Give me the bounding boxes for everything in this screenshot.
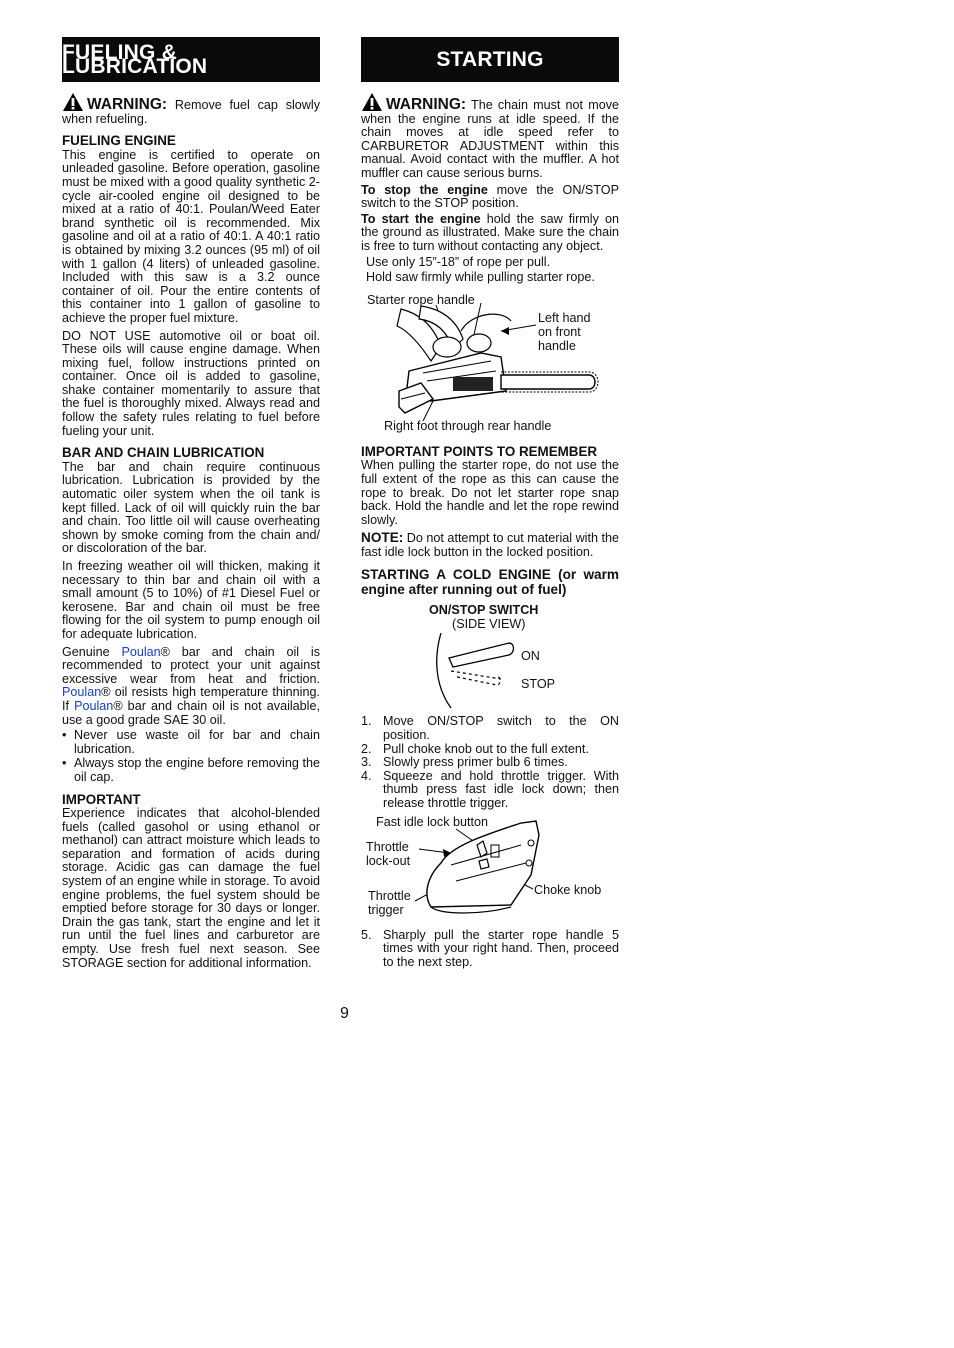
- text-span: move the ON/STOP switch to the STOP position.: [361, 182, 619, 211]
- list-item: [361, 743, 619, 757]
- list-item: [361, 770, 619, 811]
- figure-throttle-controls: [361, 815, 619, 927]
- list-item: • Always stop the engine before removing the oil cap.: [62, 757, 320, 784]
- list-item: [361, 715, 619, 742]
- text-span: ® oil resists high temperature thinning. If: [62, 685, 320, 713]
- warning-triangle-icon: [62, 92, 84, 112]
- warning-chain: [361, 92, 619, 181]
- start-steps-list: [361, 715, 619, 810]
- paragraph: Experience indicates that alcohol-blended fuels (called gasohol or using ethanol or methanol) can attract moisture which leads to separation and formation of acids during storage. Acidic gas can damage the fuel system of an engine while in storage. To avoid engine problems, the fuel system should be emptied before storage for 30 days or longer. Drain the gas tank, start the engine and let it run until the fuel lines and carburetor are empty. Use fresh fuel next season. See STORAGE section for additional information.: [62, 806, 320, 970]
- warning-label: WARNING:: [386, 96, 467, 113]
- heading-starting-cold-engine: STARTING A COLD ENGINE (or warm engine after running out of fuel): [361, 567, 619, 598]
- section-banner-fueling: FUELING & LUBRICATION: [62, 37, 320, 82]
- text-span: Genuine: [62, 644, 122, 659]
- step-number: 1.: [361, 714, 372, 729]
- step-text: Pull choke knob out to the full extent.: [383, 741, 589, 756]
- label-stop: STOP: [521, 677, 556, 692]
- warning-label: WARNING:: [87, 96, 168, 113]
- rope-note: Hold saw firmly while pulling starter rope.: [366, 270, 595, 285]
- section-banner-starting: STARTING: [361, 37, 619, 82]
- heading-bar-chain-lubrication: BAR AND CHAIN LUBRICATION: [62, 445, 265, 461]
- step-number: 3.: [361, 755, 372, 770]
- step-number: 5.: [361, 927, 372, 942]
- rope-note: Use only 15”-18” of rope per pull.: [366, 254, 551, 269]
- label-starter-rope-handle: Starter rope handle: [367, 292, 475, 307]
- lead-text: To stop the engine: [361, 182, 488, 197]
- text-span: ® bar and chain oil is recommended to protect your unit against excessive wear from heat and friction.: [62, 644, 320, 686]
- paragraph: In freezing weather oil will thicken, making it necessary to thin bar and chain oil with a small amount (5 to 10%) of #1 Diesel Fuel or kerosene. Bar and chain oil must be free flowing for the oil system to pump enough oil for adequate lubrication.: [62, 559, 320, 641]
- page-number: 9: [340, 1005, 349, 1022]
- label-left-hand: Left hand on front handle: [538, 310, 591, 353]
- heading-important-points: IMPORTANT POINTS TO REMEMBER: [361, 443, 598, 459]
- left-column: [62, 37, 320, 972]
- paragraph: This engine is certified to operate on unleaded gasoline. Before operation, gasoline must be mixed with a good quality synthetic 2-cycle air-cooled engine oil designed to be mixed at a ratio of 40:1. Poulan/Weed Eater brand synthetic oil is recommended. Mix gasoline and oil at a ratio of 40:1. A 40:1 ratio is obtained by mixing 3.2 ounces (95 ml) of oil with 1 gallon (4 liters) of unleaded gasoline. Included with this saw is a 3.2 ounce container of oil. Pour the entire contents of this container into 1 gallon of gasoline to achieve the proper fuel mixture.: [62, 147, 320, 325]
- list-item: [361, 756, 619, 770]
- label-throttle-trigger: Throttle trigger: [368, 888, 411, 917]
- warning-refuel: [62, 92, 320, 126]
- step-text: Squeeze and hold throttle trigger. With thumb press fast idle lock down; then release throttle trigger.: [383, 768, 619, 811]
- note-label: NOTE:: [361, 530, 404, 546]
- paragraph: The bar and chain require continuous lubrication. Lubrication is provided by the automatic oiler system when the oil tank is kept filled. Lack of oil will quickly ruin the bar and chain. Too little oil will cause overheating shown by smoke coming from the chain and/ or discoloration of the bar.: [62, 459, 320, 556]
- paragraph-start-engine: [361, 213, 619, 254]
- warning-triangle-icon: [361, 92, 383, 112]
- figure-starting-position: [361, 291, 619, 443]
- brand-link-poulan: Poulan: [62, 685, 102, 700]
- label-side-view: (SIDE VIEW): [452, 617, 526, 632]
- paragraph-stop-engine: [361, 184, 619, 211]
- figure-on-stop-switch: [361, 603, 619, 711]
- step-number: 4.: [361, 768, 372, 783]
- label-fast-idle-lock-button: Fast idle lock button: [376, 814, 489, 829]
- label-throttle-lockout: Throttle lock-out: [366, 839, 411, 868]
- paragraph-poulan-oil: [62, 646, 320, 728]
- step-text: Move ON/STOP switch to the ON position.: [383, 714, 619, 743]
- throttle-illustration: [361, 815, 619, 927]
- label-on: ON: [521, 649, 540, 664]
- paragraph: DO NOT USE automotive oil or boat oil. These oils will cause engine damage. When mixing fuel, follow instructions printed on container. Once oil is added to gasoline, shake container momentarily to assure that the fuel is thoroughly mixed. Always read and follow the safety rules relating to fuel before fueling your unit.: [62, 328, 320, 438]
- list-item: [361, 929, 619, 970]
- label-right-foot: Right foot through rear handle: [384, 418, 552, 433]
- text-span: ® bar and chain oil is not available, use a good grade SAE 30 oil.: [62, 698, 320, 727]
- list-item: • Never use waste oil for bar and chain lubrication.: [62, 729, 320, 756]
- brand-link-poulan: Poulan: [74, 698, 114, 713]
- warning-text: The chain must not move when the engine runs at idle speed. If the chain moves at idle speed refer to CARBURETOR ADJUSTMENT within this manual. Avoid contact with the muffler. A hot muffler can cause serious burns.: [361, 98, 619, 180]
- note-text: Do not attempt to cut material with the fast idle lock button in the locked position.: [361, 531, 619, 559]
- label-choke-knob: Choke knob: [534, 882, 602, 897]
- text-span: hold the saw firmly on the ground as illustrated. Make sure the chain is free to turn without contacting any object.: [361, 211, 619, 253]
- right-column: [361, 37, 619, 971]
- brand-link-poulan: Poulan: [121, 644, 161, 659]
- paragraph-note: [361, 531, 619, 559]
- paragraph: When pulling the starter rope, do not use the full extent of the rope as this can cause the rope to break. Do not let starter rope snap back. Hold the handle and let the rope rewind slowly.: [361, 458, 619, 527]
- step-number: 2.: [361, 741, 372, 756]
- heading-important: IMPORTANT: [62, 791, 141, 807]
- warning-text: Remove fuel cap slowly when refueling.: [62, 98, 320, 126]
- chainsaw-start-illustration: [361, 291, 619, 443]
- switch-illustration: [361, 603, 619, 711]
- step-text: Sharply pull the starter rope handle 5 times with your right hand. Then, proceed to the next step.: [383, 927, 619, 969]
- lead-text: To start the engine: [361, 211, 481, 226]
- start-steps-list-continued: [361, 929, 619, 970]
- heading-fueling-engine: FUELING ENGINE: [62, 133, 176, 149]
- oil-bullet-list: [62, 729, 320, 784]
- step-text: Slowly press primer bulb 6 times.: [383, 755, 568, 770]
- label-on-stop-switch: ON/STOP SWITCH: [429, 603, 539, 618]
